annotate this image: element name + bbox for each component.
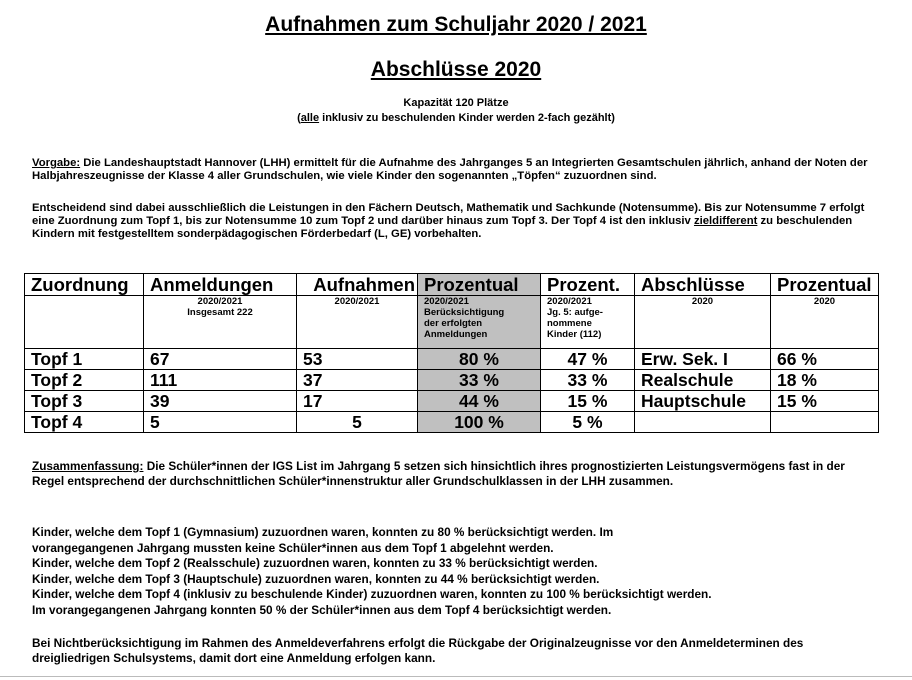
kinder-line: Im vorangegangenen Jahrgang konnten 50 % der Schüler*innen aus dem Topf 4 berücksichtigt werden. [32, 602, 612, 617]
header-cell: Prozentual [418, 274, 541, 296]
cell-prozent: 5 % [541, 412, 635, 433]
kinder-line: Kinder, welche dem Topf 1 (Gymnasium) zuzuordnen waren, konnten zu 80 % berücksichtigt werden. Im [32, 525, 614, 539]
cell-abschluss-prozent: 18 % [771, 370, 879, 391]
note-line: (alle inklusiv zu beschulenden Kinder werden 2-fach gezählt) [297, 112, 615, 124]
cell-prozentual: 100 % [418, 412, 541, 433]
zieldifferent-word: zieldifferent [693, 215, 758, 227]
nichtberuecksichtigung-paragraph: Bei Nichtberücksichtigung im Rahmen des Anmeldeverfahrens erfolgt die Rückgabe der Originalzeugnisse vor den Anmeldeterminen des dreigliedrigen Schulsystems, damit dort eine Anmeldung erfolgen kann. [32, 636, 804, 665]
cell-anmeldungen: 111 [144, 370, 297, 391]
note-alle: alle [300, 112, 320, 124]
cell-anmeldungen: 67 [144, 349, 297, 370]
vorgabe-text: Die Landeshauptstadt Hannover (LHH) ermittelt für die Aufnahme des Jahrganges 5 an Integrierten Gesamtschulen jährlich, anhand der Noten der Halbjahreszeugnisse der Klasse 4 aller Grundschulen, wie viele Kinder den sogenannten „Töpfen“ zuzuordnen sind. [32, 157, 868, 182]
page-title: Aufnahmen zum Schuljahr 2020 / 2021 [265, 13, 647, 36]
cell-abschluss-prozent: 15 % [771, 391, 879, 412]
vorgabe-label: Vorgabe: [32, 157, 81, 169]
kinder-line: Kinder, welche dem Topf 4 (inklusiv zu beschulende Kinder) zuzuordnen waren, konnten zu 100 % berücksichtigt werden. [32, 587, 712, 601]
subheader-cell: 2020/2021 [297, 296, 418, 349]
cell-prozent: 33 % [541, 370, 635, 391]
header-cell: Anmeldungen [144, 274, 297, 296]
cell-aufnahmen: 5 [297, 412, 418, 433]
cell-abschluss-prozent [771, 412, 879, 433]
page-edge-divider [0, 676, 912, 677]
entscheidend-paragraph: Entscheidend sind dabei ausschließlich die Leistungen in den Fächern Deutsch, Mathematik und Sachkunde (Notensumme). Bis zur Notensumme 7 erfolgt eine Zuordnung zum Topf 1, bis zur Notensumme 10 zum Topf 2 und darüber hinaus zum Topf 3. Der Topf 4 ist den inklusiv zieldifferent zu beschulenden Kindern mit festgestelltem sonderpädagogischen Förderbedarf (L, GE) vorbehalten. [32, 202, 865, 240]
header-cell: Abschlüsse [635, 274, 771, 296]
cell-prozent: 47 % [541, 349, 635, 370]
cell-prozentual: 80 % [418, 349, 541, 370]
cell-prozentual: 44 % [418, 391, 541, 412]
cell-anmeldungen: 5 [144, 412, 297, 433]
subheader-cell: 2020 [771, 296, 879, 349]
page-subtitle: Abschlüsse 2020 [370, 58, 542, 81]
cell-zuordnung: Topf 1 [25, 349, 144, 370]
zusammenfassung-label: Zusammenfassung: [32, 459, 144, 473]
table-row [25, 370, 879, 391]
cell-abschluss: Erw. Sek. I [635, 349, 771, 370]
cell-aufnahmen: 53 [297, 349, 418, 370]
cell-abschluss-prozent: 66 % [771, 349, 879, 370]
subheader-cell: 2020/2021 Jg. 5: aufge- nommene Kinder (112) [541, 296, 635, 349]
table-row [25, 349, 879, 370]
subheader-cell: 2020/2021 Insgesamt 222 [144, 296, 297, 349]
cell-prozentual: 33 % [418, 370, 541, 391]
table-row [25, 412, 879, 433]
capacity-line: Kapazität 120 Plätze [403, 97, 509, 109]
cell-prozent: 15 % [541, 391, 635, 412]
table-header-row [25, 274, 879, 296]
cell-abschluss: Hauptschule [635, 391, 771, 412]
kinder-line: Kinder, welche dem Topf 2 (Realsschule) zuzuordnen waren, konnten zu 33 % berücksichtigt werden. [32, 556, 598, 570]
subheader-cell: 2020/2021 Berücksichtigung der erfolgten Anmeldungen [418, 296, 541, 349]
cell-aufnahmen: 17 [297, 391, 418, 412]
cell-zuordnung: Topf 4 [25, 412, 144, 433]
kinder-line: vorangegangenen Jahrgang mussten keine Schüler*innen aus dem Topf 1 abgelehnt werden. [32, 540, 554, 555]
cell-zuordnung: Topf 2 [25, 370, 144, 391]
header-cell: Aufnahmen [297, 274, 418, 296]
cell-aufnahmen: 37 [297, 370, 418, 391]
header-cell: Prozent. [541, 274, 635, 296]
header-cell: Zuordnung [25, 274, 144, 296]
kinder-line: Kinder, welche dem Topf 3 (Hauptschule) zuzuordnen waren, konnten zu 44 % berücksichtigt werden. [32, 571, 600, 586]
cell-zuordnung: Topf 3 [25, 391, 144, 412]
subheader-cell [25, 296, 144, 349]
table-subheader-row [25, 296, 879, 349]
table-row [25, 391, 879, 412]
subheader-cell: 2020 [635, 296, 771, 349]
admissions-table [24, 273, 879, 433]
cell-anmeldungen: 39 [144, 391, 297, 412]
zusammenfassung-text: Die Schüler*innen der IGS List im Jahrgang 5 setzen sich hinsichtlich ihres prognostizierten Leistungsvermögens fast in der Regel entsprechend der durchschnittlichen Schüler*innenstruktur aller Grundschulklassen in der LHH zusammen. [32, 459, 845, 488]
cell-abschluss [635, 412, 771, 433]
kinder-paragraph [32, 525, 882, 618]
zusammenfassung-paragraph [32, 459, 862, 489]
cell-abschluss: Realschule [635, 370, 771, 391]
header-cell: Prozentual [771, 274, 879, 296]
vorgabe-paragraph [32, 157, 882, 183]
